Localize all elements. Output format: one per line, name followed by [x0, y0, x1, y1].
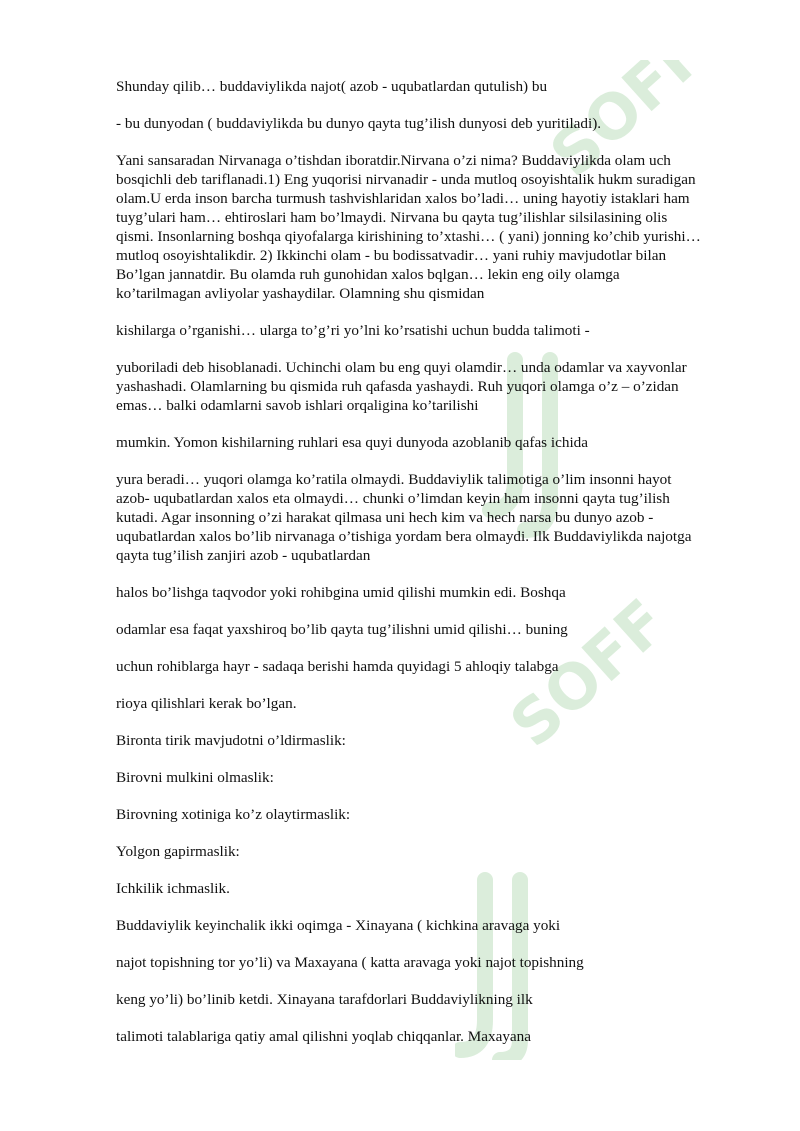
text-line: mutloq osoyishtalikdir. 2) Ikkinchi olam - bu bodissatvadir… yani ruhiy mavjudotlar bilan: [116, 247, 667, 264]
watermark-text-1: SOFF: [536, 60, 721, 192]
text-line: kishilarga o’rganishi… ularga to’g’ri yo’lni ko’rsatishi uchun budda talimoti -: [116, 322, 590, 339]
text-line: Ichkilik ichmaslik.: [116, 880, 230, 897]
text-line: uqubatlardan xalos bo’lib nirvanaga o’tishiga yordam bera olmaydi. Ilk Buddaviylikda najotga: [116, 528, 692, 545]
text-line: najot topishning tor yo’li) va Maxayana ( katta aravaga yoki najot topishning: [116, 954, 584, 971]
text-line: Birovni mulkini olmaslik:: [116, 769, 274, 786]
text-line: tuyg’ulari ham… ehtiroslari ham bo’lmaydi. Nirvana bu qayta tug’ilishlar silsilasining olis: [116, 209, 668, 226]
watermark-text-2: SOFF: [496, 585, 681, 762]
text-line: Birovning xotiniga ko’z olaytirmaslik:: [116, 806, 351, 823]
text-line: talimoti talablariga qatiy amal qilishni yoqlab chiqqanlar. Maxayana: [116, 1028, 532, 1045]
text-line: mumkin. Yomon kishilarning ruhlari esa quyi dunyoda azoblanib qafas ichida: [116, 434, 588, 451]
text-line: olam.U erda inson barcha turmush tashvishlaridan xalos bo’ladi… uning hayotiy istaklari ham: [116, 190, 690, 207]
text-line: kutadi. Agar insonning o’zi harakat qilmasa uni hech kim va hech narsa bu dunyo azob -: [116, 509, 654, 526]
text-line: Shunday qilib… buddaviylikda najot( azob - uqubatlardan qutulish) bu: [116, 78, 548, 95]
text-line: yashashadi. Olamlarning bu qismida ruh qafasda yashaydi. Ruh yuqori olamga o’z – o’zidan: [116, 378, 679, 395]
text-line: emas… balki odamlarni savob ishlari orqaligina ko’tarilishi: [116, 397, 479, 414]
text-line: uchun rohiblarga hayr - sadaqa berishi hamda quyidagi 5 ahloqiy talabga: [116, 658, 559, 675]
text-line: Yani sansaradan Nirvanaga o’tishdan iboratdir.Nirvana o’zi nima? Buddaviylikda olam uch: [116, 152, 671, 169]
text-line: ko’tarilmagan avliyolar yashaydilar. Olamning shu qismidan: [116, 285, 485, 302]
text-line: - bu dunyodan ( buddaviylikda bu dunyo qayta tug’ilish dunyosi deb yuritiladi).: [116, 115, 602, 132]
text-line: Buddaviylik keyinchalik ikki oqimga - Xinayana ( kichkina aravaga yoki: [116, 917, 561, 934]
text-line: bosqichli deb tariflanadi.1) Eng yuqorisi nirvanadir - unda mutloq osoyishtalik hukm suradigan: [116, 171, 696, 188]
text-line: qayta tug’ilish zanjiri azob - uqubatlardan: [116, 547, 371, 564]
text-line: odamlar esa faqat yaxshiroq bo’lib qayta tug’ilishni umid qilishi… buning: [116, 621, 568, 638]
text-line: Yolgon gapirmaslik:: [116, 843, 240, 860]
text-line: qismi. Insonlarning boshqa qiyofalarga kirishining to’xtashi… ( yani) jonning ko’chib yurishi…: [116, 228, 701, 245]
text-line: yuboriladi deb hisoblanadi. Uchinchi olam bu eng quyi olamdir… unda odamlar va xayvonlar: [116, 359, 687, 376]
text-line: Bironta tirik mavjudotni o’ldirmaslik:: [116, 732, 346, 749]
text-line: keng yo’li) bo’linib ketdi. Xinayana tarafdorlari Buddaviylikning ilk: [116, 991, 533, 1008]
text-line: azob- uqubatlardan xalos eta olmaydi… chunki o’limdan keyin ham insonni qayta tug’ilish: [116, 490, 670, 507]
text-line: halos bo’lishga taqvodor yoki rohibgina umid qilishi mumkin edi. Boshqa: [116, 584, 566, 601]
text-line: yura beradi… yuqori olamga ko’ratila olmaydi. Buddaviylik talimotiga o’lim insonni hayot: [116, 471, 672, 488]
text-line: rioya qilishlari kerak bo’lgan.: [116, 695, 297, 712]
text-line: Bo’lgan jannatdir. Bu olamda ruh gunohidan xalos bqlgan… lekin eng oily olamga: [116, 266, 620, 283]
